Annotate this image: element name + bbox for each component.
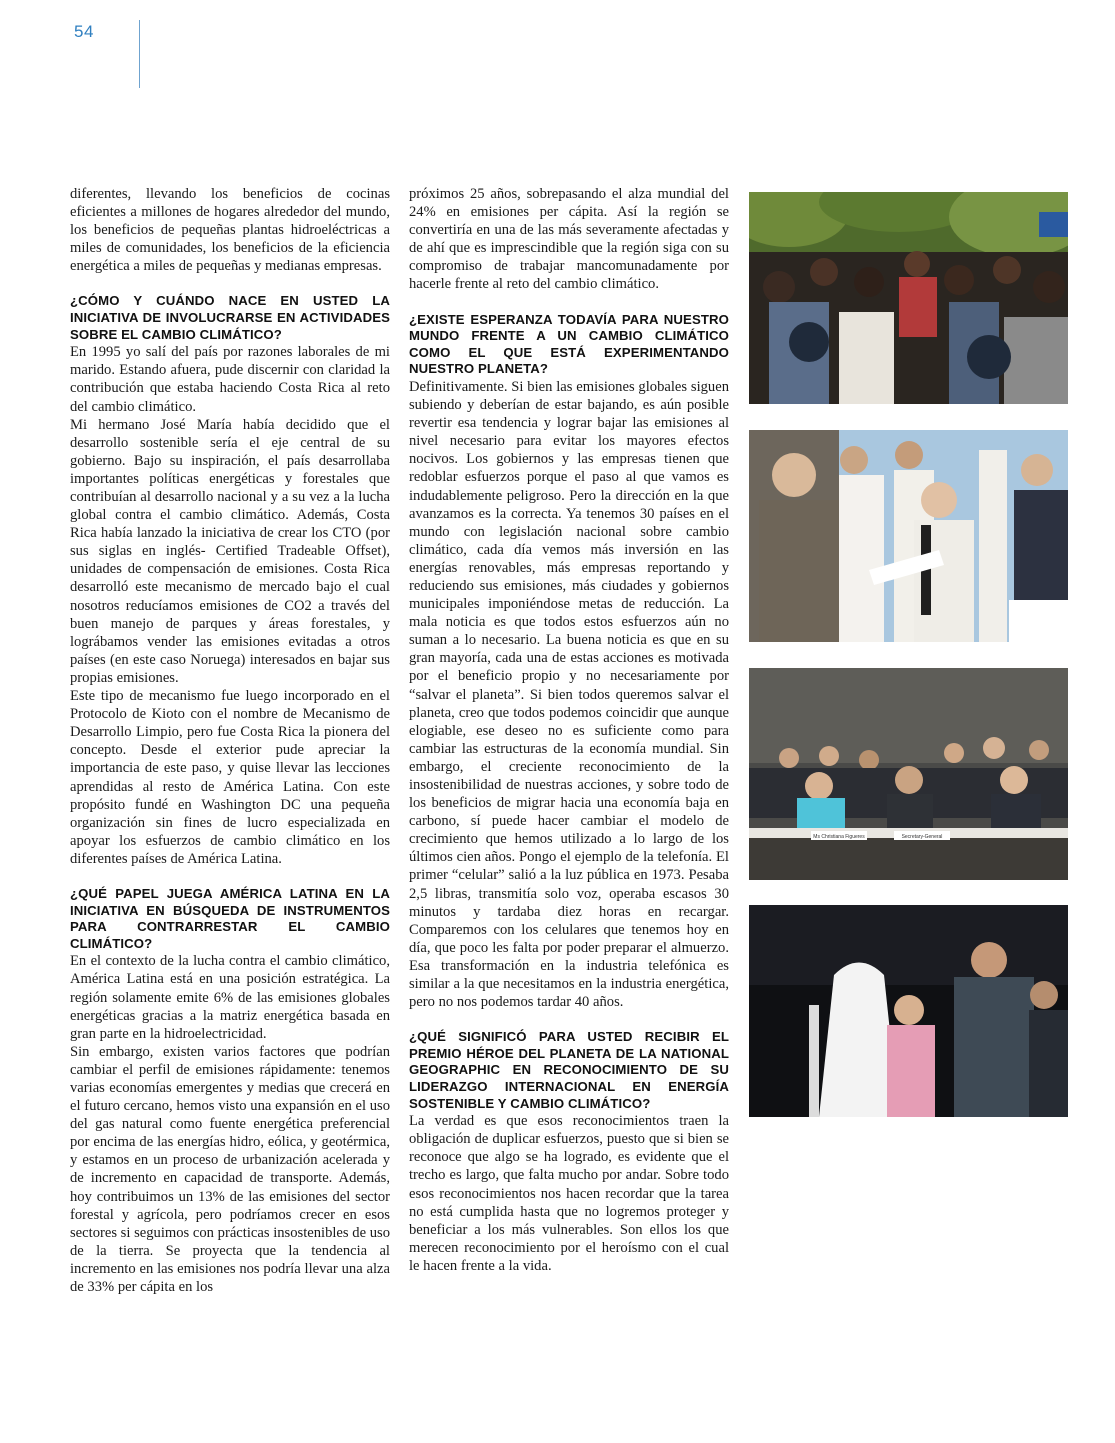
placard-text: Ms Christiana Figueres [813, 834, 865, 840]
question-heading: ¿EXISTE ESPERANZA TODAVÍA PARA NUESTRO MUNDO FRENTE A UN CAMBIO CLIMÁTICO COMO EL QUE ESTÁ EXPERIMENTANDO NUESTRO PLANETA? [409, 311, 729, 377]
page-number: 54 [74, 22, 94, 41]
paragraph: En 1995 yo salí del país por razones laborales de mi marido. Estando afuera, pude discernir con claridad la contribución que estaba haciendo Costa Rica al reto del cambio climático. [70, 344, 390, 415]
question-heading: ¿QUÉ PAPEL JUEGA AMÉRICA LATINA EN LA INICIATIVA EN BÚSQUEDA DE INSTRUMENTOS PARA CONTRARRESTAR EL CAMBIO CLIMÁTICO? [70, 885, 390, 951]
paragraph: Definitivamente. Si bien las emisiones globales siguen subiendo y deberían de estar bajando, es aún posible revertir esa tendencia y lograr bajar las emisiones al nivel necesario para evitar los mayores efectos nocivos. Los gobiernos y las empresas tienen que redoblar esfuerzos porque el paso al que vamos es indudablemente peligroso. Pero la dirección en la que avanzamos es la correcta. Ya tenemos 30 países en el mundo con legislación nacional sobre cambio climático, cada día vemos más inversión en las energías renovables, más empresas reportando y reduciendo sus emisiones, más ciudades y gobiernos municipales imponiéndose metas de reducción. La mala noticia es que todos estos esfuerzos aún no suman a lo necesario. La buena noticia es que en su gran mayoría, cada una de estas acciones es motivada por el beneficio propio y no necesariamente por “salvar el planeta”. Si bien todos queremos salvar el planeta, creo que todos podemos coincidir que aunque elogiable, ese deseo no es suficiente como para cambiar las estructuras de la economía mundial. Sin embargo, el creciente reconocimiento de la insostenibilidad de nuestras acciones, y sobre todo de los beneficios de migrar hacia una economía baja en carbono, sí puede hacer cambiar el modelo de crecimiento que hemos utilizado a lo largo de los últimos cien años. Pongo el ejemplo de la telefonía. El primer “celular” salió a la luz pública en 1973. Pesaba 2,5 libras, transmitía solo voz, operaba escasos 30 minutos y tardaba diez horas en recargar. Comparemos con los celulares que tenemos hoy en día, que poco les falta por poder preparar el almuerzo. Esa transformación en la industria telefónica es similar a la que necesitamos en la industria energética, pero no nos podemos tardar 40 años. [409, 378, 729, 1011]
photo-conference-panel [749, 668, 1068, 880]
left-column [70, 185, 390, 1296]
header-divider [139, 20, 140, 88]
paragraph: Este tipo de mecanismo fue luego incorporado en el Protocolo de Kioto con el nombre de Mecanismo de Desarrollo Limpio, pero fue Costa Rica la pionera del concepto. Desde el exterior pude apreciar la importancia de este paso, y quise llevar las lecciones aprendidas al resto de América Latina. Con este propósito fundé en Washington DC una pequeña organización sin fines de lucro especializada en apoyar los esfuerzos de cambio climático en los diferentes países de América Latina. [70, 688, 390, 867]
paragraph: La verdad es que esos reconocimientos traen la obligación de duplicar esfuerzos, puesto que si bien se reconoce que algo se ha logrado, es evidente que el trecho es largo, que falta mucho por andar. Sobre todo esos reconocimientos nos hacen recordar que la tarea no está cumplida hasta que no logremos proteger y beneficiar a los más vulnerables. Son ellos los que merecen reconocimiento por el heroísmo con el cual le hacen frente a la vida. [409, 1113, 729, 1274]
paragraph: Mi hermano José María había decidido que el desarrollo sostenible sería el eje central de su gobierno. Bajo su inspiración, el país desarrollaba importantes políticas energéticas y forestales que contribuían al desarrollo nacional y a su vez a la lucha global contra el cambio climático. Además, Costa Rica había lanzado la iniciativa de crear los CTO (por sus siglas en inglés- Certified Tradeable Offset), unidades de compensación de emisiones. Costa Rica desarrolló este mecanismo de mercado bajo el cual nosotros reducíamos emisiones de CO2 a través del buen manejo de parques y áreas forestales, y lográbamos vender las emisiones evitadas a otros países (en este caso Noruega) interesados en bajar sus propias emisiones. [70, 416, 390, 686]
paragraph: próximos 25 años, sobrepasando el alza mundial del 24% en emisiones per cápita. Así la región se convertiría en una de las más severamente afectadas y de ahí que es imprescindible que la región siga con su compromiso de trabajar mancomunadamente por hacerle frente al reto del cambio climático. [409, 186, 729, 293]
placard-text: Secretary-General [901, 834, 943, 840]
question-heading: ¿CÓMO Y CUÁNDO NACE EN USTED LA INICIATIVA DE INVOLUCRARSE EN ACTIVIDADES SOBRE EL CAMBIO CLIMÁTICO? [70, 293, 390, 342]
paragraph: Sin embargo, existen varios factores que podrían cambiar el perfil de emisiones rápidamente: tenemos varias economías emergentes y medias que crecerá en el futuro cercano, hemos visto una expansión en el uso del gas natural como fuente energética preferencial por encima de las energías hidro, eólica, y geotérmica, y estamos en un proceso de urbanización acelerada y de incremento en capacidad de transporte. Además, hoy contribuimos un 13% de las emisiones del sector forestal y agrícola, pero podríamos crecer en esos sectores si seguimos con prácticas insostenibles de uso de la tierra. Se proyecta que la tendencia al incremento en las emisiones nos podría llevar una alza de 33% per cápita en los [70, 1043, 390, 1296]
middle-column [409, 185, 729, 1275]
photo-award-ceremony [749, 430, 1068, 642]
question-heading: ¿QUÉ SIGNIFICÓ PARA USTED RECIBIR EL PREMIO HÉROE DEL PLANETA DE LA NATIONAL GEOGRAPHIC EN RECONOCIMIENTO DE SU LIDERAZGO INTERNACIONAL EN ENERGÍA SOSTENIBLE Y CAMBIO CLIMÁTICO? [409, 1029, 729, 1111]
paragraph: En el contexto de la lucha contra el cambio climático, América Latina está en una posición estratégica. La región solamente emite 6% de las emisiones globales energéticas gracias a la matriz energética basada en gran parte en la hidroelectricidad. [70, 953, 390, 1042]
photo-conversation [749, 905, 1068, 1117]
photo-crowd-outdoor [749, 192, 1068, 404]
paragraph: diferentes, llevando los beneficios de cocinas eficientes a millones de hogares alrededor del mundo, los beneficios de pequeñas plantas hidroeléctricas a miles de comunidades, los beneficios de la eficiencia energética a miles de pequeñas y medianas empresas. [70, 186, 390, 275]
